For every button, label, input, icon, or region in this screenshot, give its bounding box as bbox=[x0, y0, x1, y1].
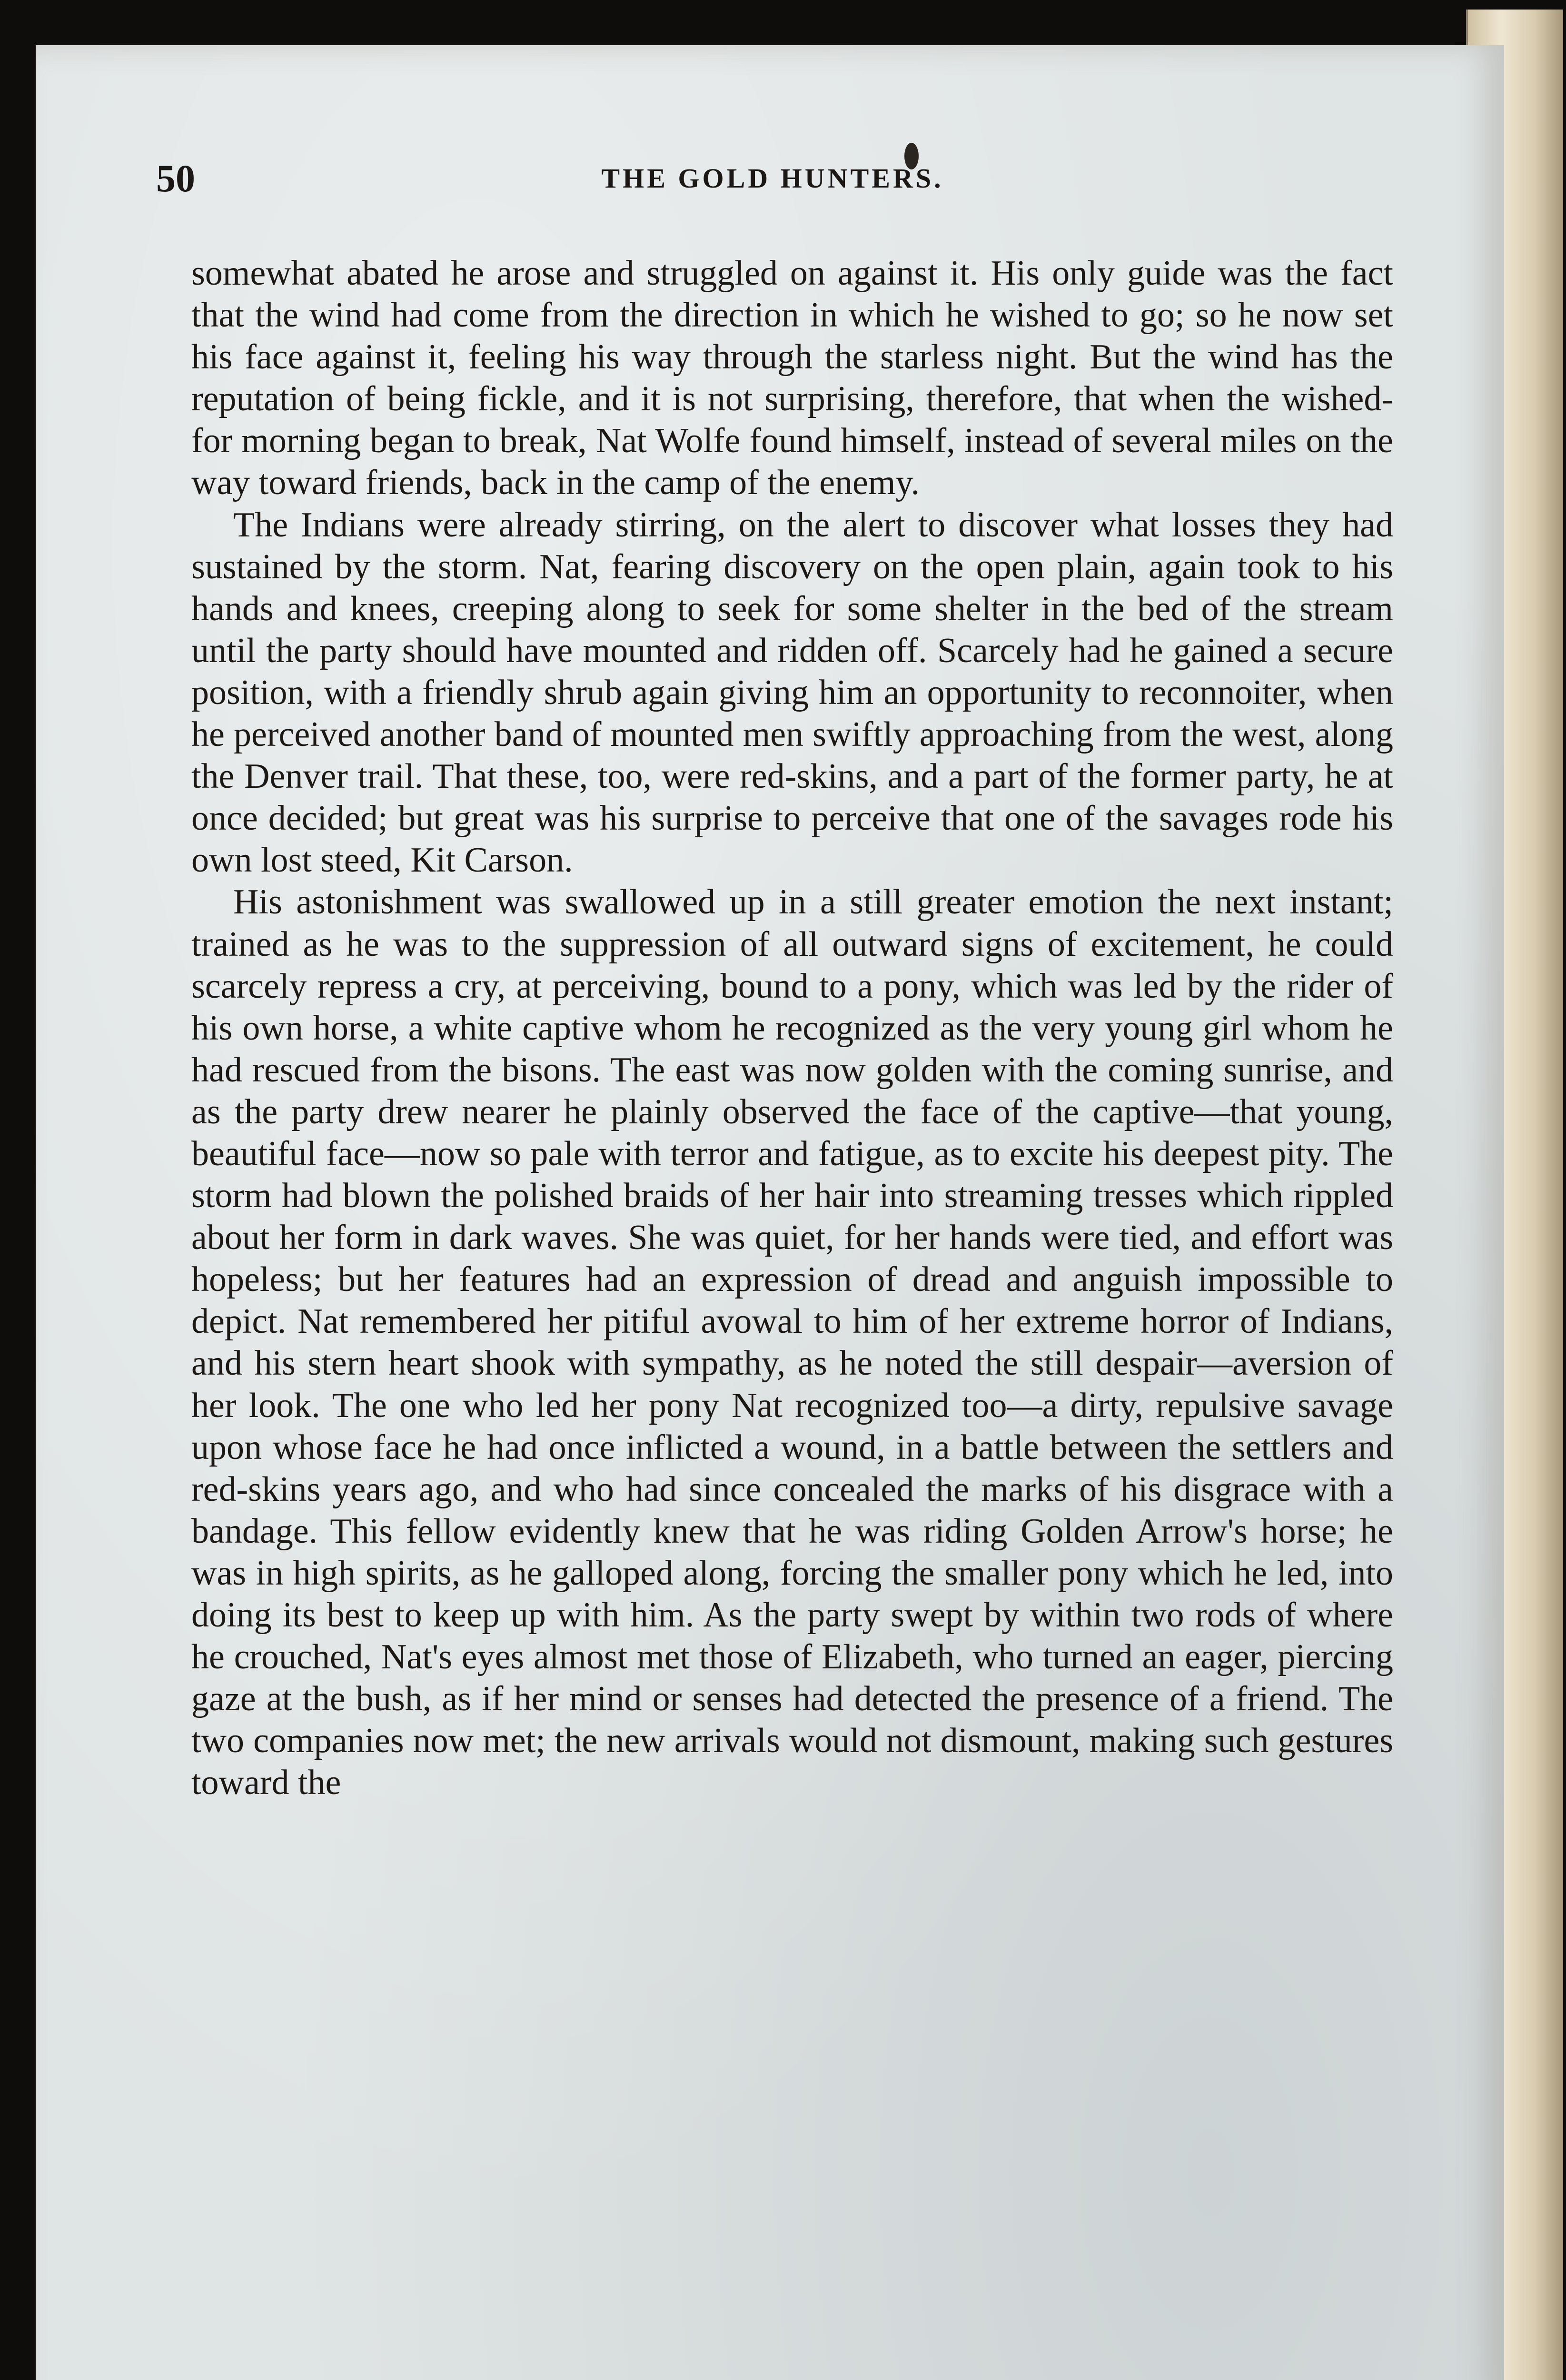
paragraph-3: His astonishment was swallowed up in a still greater emotion the next instant; trained as he was to the suppression of all outward signs of excitement, he could scarcely repress a cry, at perceiving, bound to a pony, which was led by the rider of his own horse, a white captive whom he recognized as the very young girl whom he had rescued from the bisons. The east was now golden with the coming sunrise, and as the party drew nearer he plainly observed the face of the captive—that young, beautiful face—now so pale with terror and fatigue, as to excite his deepest pity. The storm had blown the polished braids of her hair into streaming tresses which rippled about her form in dark waves. She was quiet, for her hands were tied, and effort was hopeless; but her features had an expression of dread and anguish impossible to depict. Nat remembered her pitiful avowal to him of her extreme horror of Indians, and his stern heart shook with sympathy, as he noted the still despair—aversion of her look. The one who led her pony Nat recognized too—a dirty, repulsive savage upon whose face he had once inflicted a wound, in a battle between the settlers and red-skins years ago, and who had since concealed the marks of his disgrace with a bandage. This fellow evidently knew that he was riding Golden Arrow's horse; he was in high spirits, as he galloped along, forcing the smaller pony which he led, into doing its best to keep up with him. As the party swept by within two rods of where he crouched, Nat's eyes almost met those of Elizabeth, who turned an eager, piercing gaze at the bush, as if her mind or senses had detected the presence of a friend. The two companies now met; the new arrivals would not dismount, making such gestures toward the bbox=[191, 883, 1393, 1803]
running-head: THE GOLD HUNTERS. bbox=[601, 163, 944, 194]
paragraph-1: somewhat abated he arose and struggled on against it. His only guide was the fact that the wind had come from the direction in which he wished to go; so he now set his face against it, feeling his way through the starless night. But the wind has the reputation of being fickle, and it is not surprising, therefore, that when the wished-for morning began to break, Nat Wolfe found himself, instead of several miles on the way toward friends, back in the camp of the enemy. bbox=[191, 254, 1393, 503]
page-number: 50 bbox=[156, 157, 195, 200]
paragraph-2: The Indians were already stirring, on the alert to discover what losses they had sustained by the storm. Nat, fearing discovery on the open plain, again took to his hands and knees, creeping along to seek for some shelter in the bed of the stream until the party should have mounted and ridden off. Scarcely had he gained a secure position, with a friendly shrub again giving him an opportunity to reconnoiter, when he perceived another band of mounted men swiftly approaching from the west, along the Denver trail. That these, too, were red-skins, and a part of the former party, he at once decided; but great was his surprise to perceive that one of the savages rode his own lost steed, Kit Carson. bbox=[191, 505, 1393, 880]
body-text bbox=[191, 252, 1393, 1804]
page-header bbox=[156, 152, 1389, 205]
